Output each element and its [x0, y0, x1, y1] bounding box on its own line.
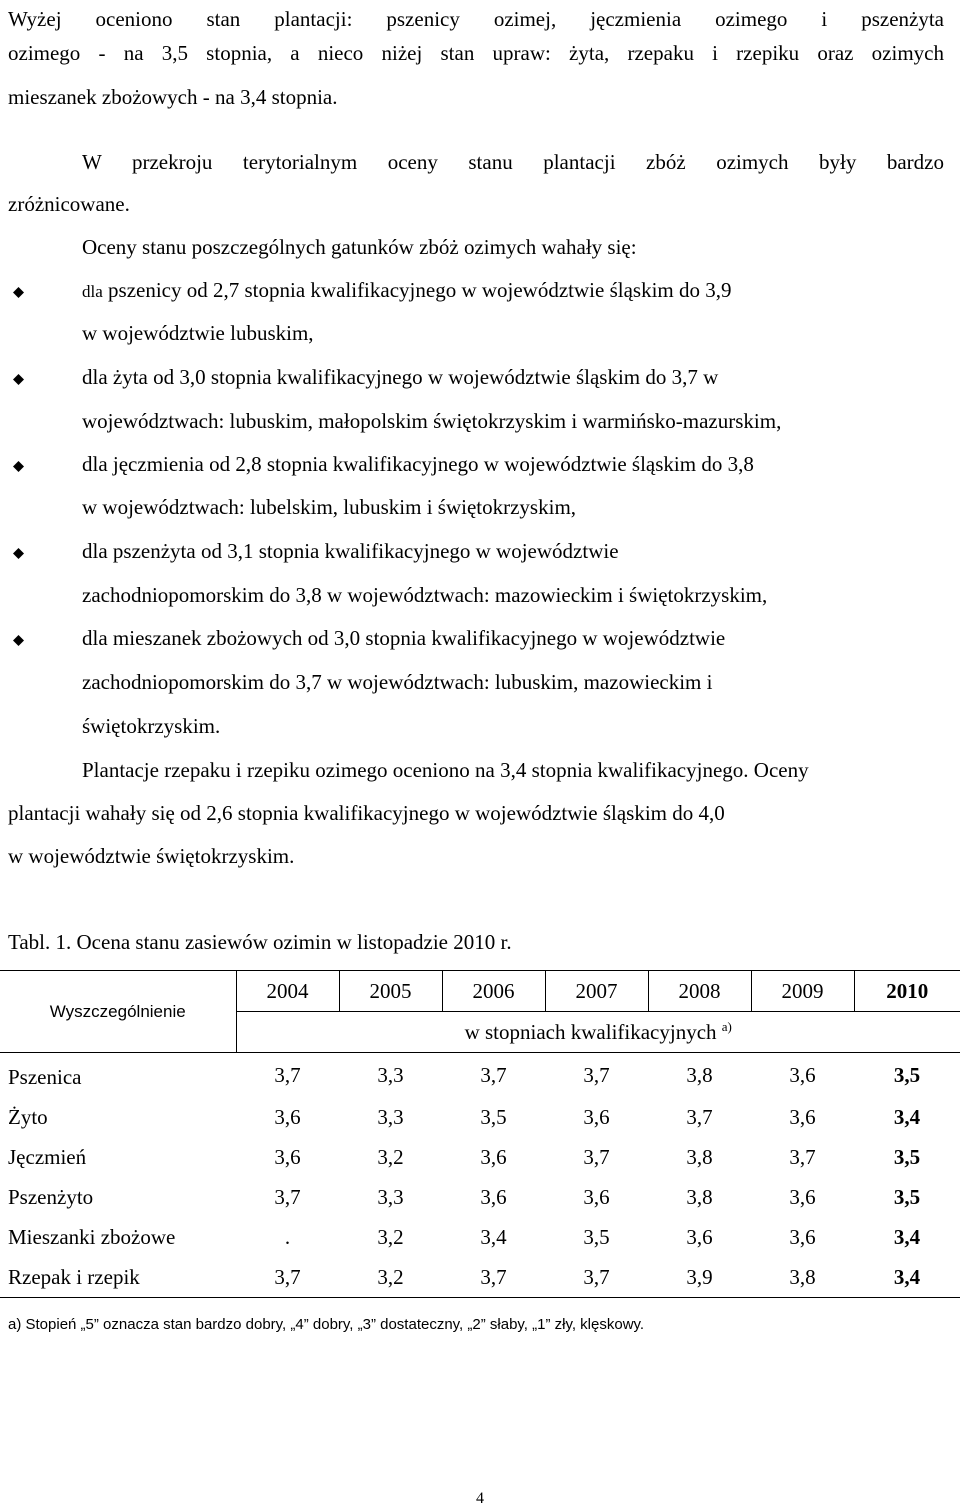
table-cell: 3,7 [274, 1062, 301, 1087]
paragraph-line: zróżnicowane. [8, 192, 130, 216]
table-cell: 3,4 [893, 1104, 921, 1129]
list-item-line: świętokrzyskim. [82, 714, 221, 738]
unit-label: w stopniach kwalifikacyjnych [464, 1019, 717, 1044]
table-cell: 3,2 [339, 1257, 442, 1298]
table-cell: 3,7 [236, 1257, 339, 1298]
list-item-line: pszenicy od 2,7 stopnia kwalifikacyjnego w województwie śląskim do 3,9 [102, 278, 732, 302]
row-label: Pszenżyto [8, 1184, 94, 1209]
list-item-line: w województwie lubuskim, [82, 321, 314, 345]
table-cell: 3,6 [480, 1144, 507, 1169]
table-cell: 3,7 [583, 1062, 610, 1087]
table-cell: 3,5 [583, 1224, 610, 1249]
table-cell: 3,5 [893, 1062, 921, 1087]
table-cell: 3,7 [545, 1257, 648, 1298]
table-cell: 3,6 [480, 1184, 507, 1209]
table-row [0, 1257, 960, 1298]
diamond-bullet-icon [13, 287, 24, 298]
paragraph-line: ozimego - na 3,5 stopnia, a nieco niżej stan upraw: żyta, rzepaku i rzepiku oraz ozimych [8, 41, 944, 65]
row-label: Mieszanki zbożowe [8, 1224, 176, 1249]
paragraph-line: Wyżej oceniono stan plantacji: pszenicy ozimej, jęczmienia ozimego i pszenżyta [8, 7, 944, 31]
year-header: 2009 [751, 971, 854, 1012]
list-item-line: dla pszenżyta od 3,1 stopnia kwalifikacyjnego w województwie [82, 539, 619, 563]
table-cell: . [284, 1224, 291, 1249]
table-cell: 3,2 [377, 1144, 404, 1169]
table-header-years [0, 971, 960, 1012]
table-cell: 3,7 [442, 1257, 545, 1298]
table-cell: 3,4 [854, 1257, 960, 1298]
table-cell: 3,5 [893, 1144, 921, 1169]
table-footnote: a) Stopień „5” oznacza stan bardzo dobry, „4” dobry, „3” dostateczny, „2” słaby, „1” zły, klęskowy. [8, 1316, 645, 1333]
list-item-line: województwach: lubuskim, małopolskim świętokrzyskim i warmińsko-mazurskim, [82, 409, 782, 433]
table-cell: 3,6 [789, 1104, 816, 1129]
diamond-bullet-icon [13, 461, 24, 472]
list-item-prefix: dla [82, 282, 103, 301]
year-header: 2007 [545, 971, 648, 1012]
year-header: 2010 [854, 971, 960, 1012]
year-header: 2005 [339, 971, 442, 1012]
table-cell: 3,8 [751, 1257, 854, 1298]
table-row [0, 1097, 960, 1137]
paragraph-line: mieszanek zbożowych - na 3,4 stopnia. [8, 85, 338, 109]
table-row [0, 1137, 960, 1177]
paragraph-line: W przekroju terytorialnym oceny stanu plantacji zbóż ozimych były bardzo [82, 150, 944, 174]
table-cell: 3,8 [686, 1184, 713, 1209]
table-cell: 3,2 [377, 1224, 404, 1249]
table-cell: 3,7 [583, 1144, 610, 1169]
list-item-line: zachodniopomorskim do 3,8 w województwach: mazowieckim i świętokrzyskim, [82, 583, 768, 607]
table-cell: 3,6 [583, 1104, 610, 1129]
page-number: 4 [476, 1490, 484, 1507]
table-cell: 3,6 [789, 1224, 816, 1249]
year-header: 2004 [236, 971, 339, 1012]
list-item-line: dla jęczmienia od 2,8 stopnia kwalifikacyjnego w województwie śląskim do 3,8 [82, 452, 754, 476]
row-label: Jęczmień [8, 1144, 87, 1169]
paragraph-line: plantacji wahały się od 2,6 stopnia kwalifikacyjnego w województwie śląskim do 4,0 [8, 801, 725, 825]
table-cell: 3,7 [789, 1144, 816, 1169]
table-cell: 3,4 [480, 1224, 507, 1249]
table-cell: 3,7 [686, 1104, 713, 1129]
list-item-line: dla mieszanek zbożowych od 3,0 stopnia kwalifikacyjnego w województwie [82, 626, 726, 650]
list-item-line: zachodniopomorskim do 3,7 w województwach: lubuskim, mazowieckim i [82, 670, 713, 694]
table-cell: 3,6 [274, 1144, 301, 1169]
unit-footnote-mark: a) [721, 1018, 732, 1034]
paragraph-line: Plantacje rzepaku i rzepiku ozimego oceniono na 3,4 stopnia kwalifikacyjnego. Oceny [82, 758, 809, 782]
table-cell: 3,3 [377, 1062, 404, 1087]
table-cell: 3,7 [274, 1184, 301, 1209]
table-cell: 3,6 [789, 1184, 816, 1209]
table-row [0, 1217, 960, 1257]
table-cell: 3,3 [377, 1104, 404, 1129]
diamond-bullet-icon [13, 548, 24, 559]
paragraph-line: Oceny stanu poszczególnych gatunków zbóż ozimych wahały się: [82, 235, 637, 259]
table-cell: 3,7 [480, 1062, 507, 1087]
table-row [0, 1053, 960, 1098]
corner-label: Wyszczególnienie [0, 971, 236, 1053]
table-cell: 3,6 [274, 1104, 301, 1129]
table-cell: 3,9 [648, 1257, 751, 1298]
list-item-line: w województwach: lubelskim, lubuskim i świętokrzyskim, [82, 495, 577, 519]
table-cell: 3,6 [686, 1224, 713, 1249]
row-label: Pszenica [8, 1064, 82, 1089]
table-cell: 3,8 [686, 1062, 713, 1087]
ratings-table [0, 970, 960, 1298]
table-cell: 3,6 [789, 1062, 816, 1087]
diamond-bullet-icon [13, 374, 24, 385]
year-header: 2006 [442, 971, 545, 1012]
table-cell: 3,6 [583, 1184, 610, 1209]
paragraph-line: w województwie świętokrzyskim. [8, 844, 295, 868]
list-item-line: dla żyta od 3,0 stopnia kwalifikacyjnego w województwie śląskim do 3,7 w [82, 365, 719, 389]
row-label: Rzepak i rzepik [0, 1257, 236, 1298]
row-label: Żyto [8, 1104, 48, 1129]
table-caption: Tabl. 1. Ocena stanu zasiewów ozimin w listopadzie 2010 r. [8, 930, 512, 954]
year-header: 2008 [648, 971, 751, 1012]
diamond-bullet-icon [13, 635, 24, 646]
table-cell: 3,5 [893, 1184, 921, 1209]
table-cell: 3,5 [480, 1104, 507, 1129]
table-row [0, 1177, 960, 1217]
table-cell: 3,8 [686, 1144, 713, 1169]
table-cell: 3,3 [377, 1184, 404, 1209]
table-cell: 3,4 [893, 1224, 921, 1249]
